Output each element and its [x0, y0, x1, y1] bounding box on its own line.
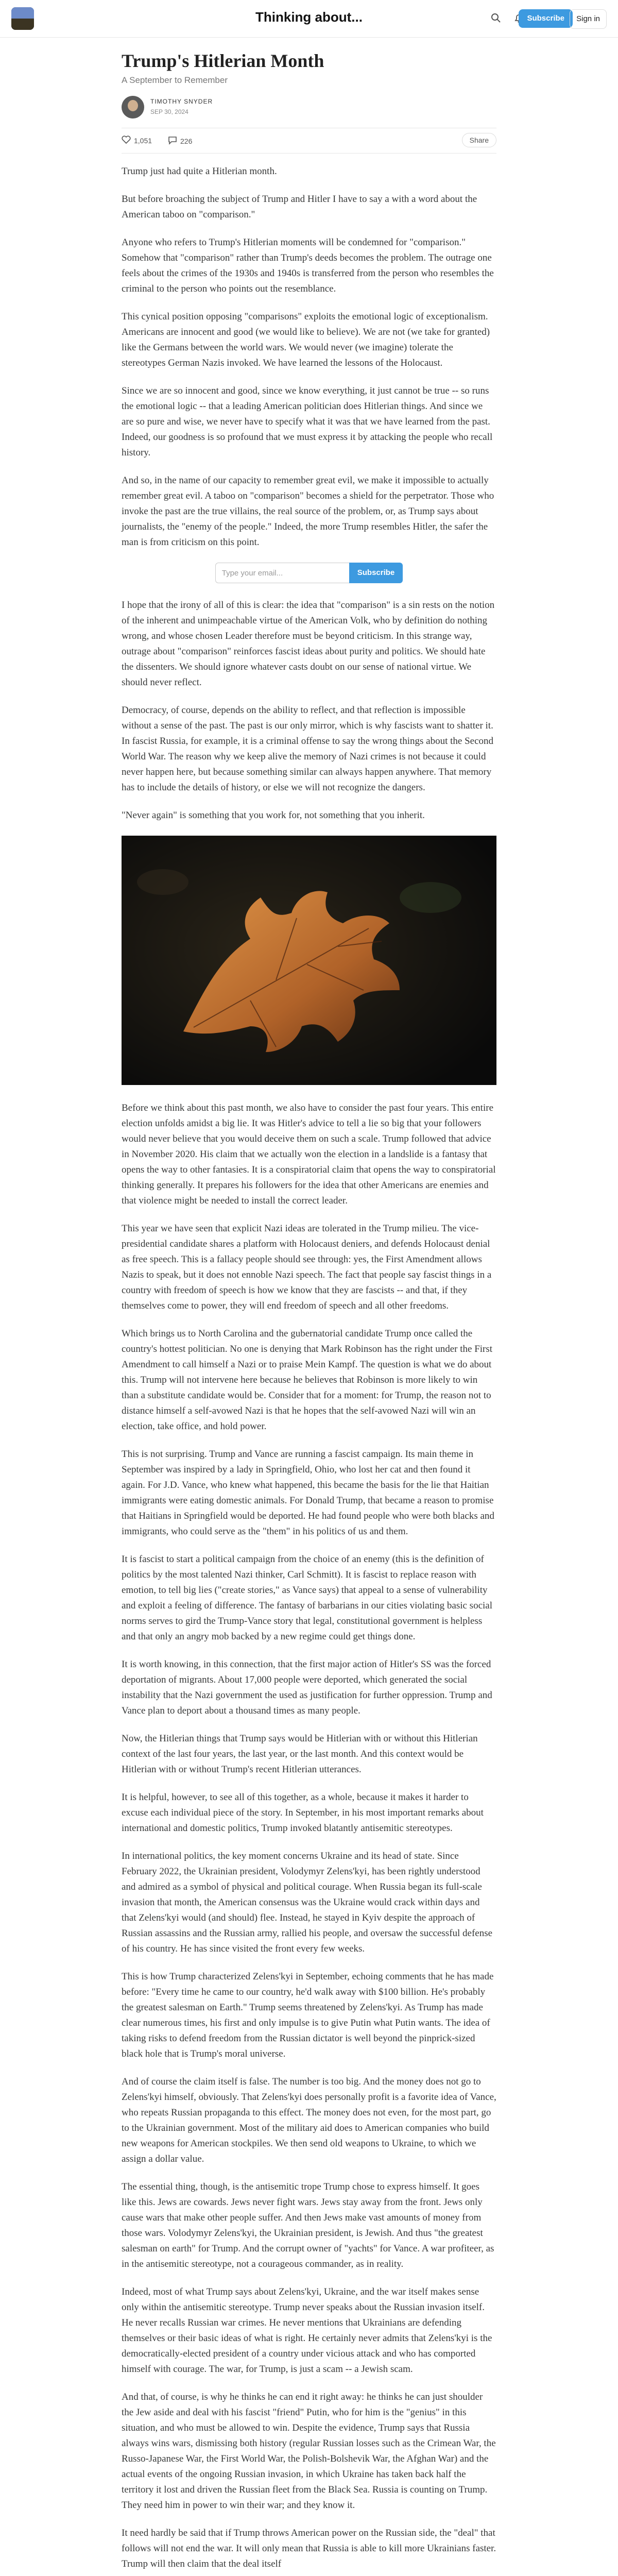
publication-title[interactable]: Thinking about... [255, 9, 363, 25]
paragraph: I hope that the irony of all of this is clear: the idea that "comparison" is a sin rests on the notion of the inherent and unimpeachable virtue of the American Volk, who by definition do nothing wrong, and whose chosen Leader therefore must be beyond criticism. In this strange way, outrage about "comparison" reinforces fascist ideas about purity and politics. We should hate the dissenters. We should ignore whatever casts doubt on our sense of national virtue. We should never reflect. [122, 600, 495, 688]
paragraph: Democracy, of course, depends on the ability to reflect, and that reflection is impossible without a sense of the past. The past is our only mirror, which is why fascists want to shatter it. In fascist Russia, for example, it is a criminal offense to say the wrong things about the Second World War. The reason why we keep alive the memory of Nazi crimes is not because it could never happen here, but because something similar can always happen anywhere. That memory has to include the details of history, or else we will not recognize the dangers. [122, 705, 494, 793]
post-subtitle: A September to Remember [122, 75, 228, 85]
like-count: 1,051 [134, 136, 152, 145]
header-subscribe-button[interactable]: Subscribe [519, 9, 573, 28]
paragraph: It is worth knowing, in this connection, that the first major action of Hitler's SS was the forced deportation of migrants. About 17,000 people were deported, which generated the social instability that the Nazi government the used as justification for further oppression. Trump and Vance plan to deport about a thousand times as many people. [122, 1659, 492, 1716]
paragraph: Which brings us to North Carolina and the gubernatorial candidate Trump once called the country's hottest politician. No one is denying that Mark Robinson has the right under the First Amendment to call himself a Nazi or to praise Mein Kampf. The question is what we do about this. Trump will not intervene here because he believes that Robinson is more likely to win than a substitute candidate would be. Consider that for a moment: for Trump, the reason not to distance himself a self-avowed Nazi is that he hopes that the self-avowed Nazi will win an election, take office, and hold power. [122, 1328, 493, 1432]
paragraph: And that, of course, is why he thinks he can end it right away: he thinks he can just shoulder the Jew aside and deal with his fascist "friend" Putin, who for him is the "genius" in this situation, and who must be allowed to win. Despite the evidence, Trump says that Russia always wins wars, dismissing both history (regular Russian losses such as the Crimean War, the Russo-Japanese War, the First World War, the Polish-Bolshevik War, the Afghan War) and the actual events of the ongoing Russian invasion, in which Ukraine has taken back half the territory it lost and driven the Russian fleet from the Black Sea. Russia is counting on Trump. They need him in power to win their war; and they know it. [122, 2392, 496, 2511]
paragraph: It is fascist to start a political campaign from the choice of an enemy (this is the definition of politics by the most talented Nazi thinker, Carl Schmitt). It is fascist to replace reason with emotion, to tell big lies ("create stories," as Vance says) that appeal to a sense of vulnerability and exploit a feeling of difference. The fantasy of barbarians in our cities violating basic social norms serves to gird the Trump-Vance story that legal, constitutional government is helpless and that only an angry mob backed by a new regime could get things done. [122, 1554, 492, 1642]
article [122, 49, 496, 2576]
paragraph-group-1 [122, 164, 496, 550]
paragraph: Trump just had quite a Hitlerian month. [122, 166, 277, 177]
paragraph: And so, in the name of our capacity to remember great evil, we make it impossible to actually remember great evil. A taboo on "comparison" becomes a shield for the perpetrator. Those who invoke the past are the true villains, the real source of the problem, or, as Trump says about journalists, the "enemy of the people." Indeed, the more Trump resembles Hitler, the safer the man is from criticism on this point. [122, 475, 494, 548]
email-input[interactable]: Type your email... [215, 563, 349, 583]
top-navigation-bar [0, 0, 618, 38]
share-button[interactable]: Share [462, 133, 496, 147]
post-body [122, 164, 496, 2572]
post-actions-bar [122, 128, 496, 154]
comment-count: 226 [180, 137, 193, 145]
subscribe-form [122, 563, 496, 583]
paragraph-group-2 [122, 598, 496, 823]
paragraph: Now, the Hitlerian things that Trump says would be Hitlerian with or without this Hitlerian context of the last four years, the last year, or the last month. And this context would be Hitlerian with or without Trump's recent Hitlerian utterances. [122, 1733, 478, 1775]
paragraph: Before we think about this past month, we also have to consider the past four years. This entire election unfolds amidst a big lie. It was Hitler's advice to tell a lie so big that your followers would never believe that you would deceive them on such a scale. Trump followed that advice in November 2020. His claim that we actually won the election in a landslide is a fantasy that opens the way to other fantasies. It is a conspiratorial claim that opens the way to conspiratorial thinking generally. It prepares his followers for the idea that other Americans are enemies and that violence might be needed to install the correct leader. [122, 1103, 496, 1206]
byline [122, 95, 496, 121]
paragraph: This year we have seen that explicit Nazi ideas are tolerated in the Trump milieu. The vice-presidential candidate shares a platform with Holocaust deniers, and defends Holocaust denial as free speech. This is a fallacy people should see through: yes, the First Amendment allows Nazis to speak, but it does not ennoble Nazi speech. The fact that people say fascist things in a country with freedom of speech is how we know that they are fascists -- and that, if they themselves come to power, they will end freedom of speech and all other freedoms. [122, 1223, 492, 1311]
paragraph: "Never again" is something that you work for, not something that you inherit. [122, 810, 425, 821]
paragraph: This cynical position opposing "comparisons" exploits the emotional logic of exceptionalism. Americans are innocent and good (we would like to believe). We are not (we take for granted) like the Germans between the world wars. We would never (we imagine) tolerate the stereotypes German Nazis invoked. We have learned the lessons of the Holocaust. [122, 311, 490, 368]
comment-icon [168, 135, 177, 146]
paragraph: It need hardly be said that if Trump throws American power on the Russian side, the "deal" that follows will not end the war. It will only mean that Russia is able to kill more Ukrainians faster. Trump will then claim that the deal itself [122, 2528, 496, 2569]
heart-icon [122, 135, 131, 145]
like-button[interactable] [122, 135, 152, 145]
comments-button[interactable] [168, 135, 192, 146]
paragraph: The essential thing, though, is the antisemitic trope Trump chose to express himself. It goes like this. Jews are cowards. Jews never fight wars. Jews stay away from the front. Jews only cause wars that make other people suffer. And then Jews make vast amounts of money from those wars. Volodymyr Zelens'kyi, the Ukrainian president, is Jewish. And thus "the greatest salesman on earth" for Trump. And the corrupt owner of "yachts" for Vance. A war profiteer, as in the antisemitic stereotype, not a courageous commander, as in reality. [122, 2181, 494, 2269]
author-name[interactable]: TIMOTHY SNYDER [150, 98, 213, 105]
paragraph: Indeed, most of what Trump says about Zelens'kyi, Ukraine, and the war itself makes sense only within the antisemitic stereotype. Trump never speaks about the Russian invasion itself. He never recalls Russian war crimes. He never mentions that Ukrainians are defending themselves or their basic ideas of what is right. He certainly never admits that Zelens'kyi is the democratically-elected president of a country under vicious attack and who has comported himself with courage. The war, for Trump, is just a scam -- a Jewish scam. [122, 2286, 492, 2375]
post-date: SEP 30, 2024 [150, 108, 188, 115]
subscribe-button[interactable]: Subscribe [349, 563, 403, 583]
paragraph: This is how Trump characterized Zelens'kyi in September, echoing comments that he has made before: "Every time he came to our country, he'd walk away with $100 billion. He's probably the greatest salesman on Earth." Trump seems threatened by Zelens'kyi. As Trump has made clear numerous times, his first and only impulse is to give Putin what Putin wants. The idea of taking risks to defend freedom from the Russian dictator is well beyond the pinprick-sized black hole that is Trump's moral universe. [122, 1971, 494, 2059]
paragraph: But before broaching the subject of Trump and Hitler I have to say a with a word about the American taboo on "comparison." [122, 194, 477, 220]
paragraph: And of course the claim itself is false. The number is too big. And the money does not go to Zelens'kyi himself, obviously. That Zelens'kyi does personally profit is a favorite idea of Vance, who repeats Russian propaganda to this effect. The money does not even, for the most part, go to the Ukrainian government. Most of the military aid does to American companies who build new weapons for American stockpiles. We then send old weapons to Ukraine, to which we assign a dollar value. [122, 2076, 496, 2164]
autumn-leaf-photo[interactable] [122, 836, 496, 1085]
paragraph: This is not surprising. Trump and Vance are running a fascist campaign. Its main theme in September was inspired by a lady in Springfield, Ohio, who lost her cat and then found it again. For J.D. Vance, who knew what happened, this became the basis for the lie that Haitian immigrants were eating domestic animals. For Donald Trump, that became a reason to promise that Haitians in Springfield would be deported. He had found people who were both blacks and immigrants, who could serve as the "them" in his politics of us and them. [122, 1449, 494, 1537]
paragraph: Since we are so innocent and good, since we know everything, it just cannot be true -- so runs the emotional logic -- that a leading American politician does Hitlerian things. And since we are so pure and wise, we never have to specify what it was that we have learned from the past. Indeed, our goodness is so profound that we must express it by attacking the people who recall history. [122, 385, 493, 458]
paragraph: It is helpful, however, to see all of this together, as a whole, because it makes it harder to excuse each individual piece of the story. In September, in his most important remarks about international and domestic politics, Trump invoked blatantly antisemitic stereotypes. [122, 1792, 484, 1834]
paragraph-group-3 [122, 1100, 496, 2572]
search-icon[interactable] [489, 11, 503, 25]
sign-in-button[interactable]: Sign in [570, 9, 607, 29]
author-avatar[interactable] [122, 96, 144, 118]
post-title: Trump's Hitlerian Month [122, 50, 324, 71]
paragraph: In international politics, the key moment concerns Ukraine and its head of state. Since February 2022, the Ukrainian president, Volodymyr Zelens'kyi, has been rightly understood and admired as a symbol of physical and political courage. When Russia began its full-scale invasion that month, the American consensus was the Ukraine would crack within days and that Zelens'kyi would (and should) flee. Instead, he stayed in Kyiv despite the approach of Russian assassins and the Russian army, rallied his people, and oversaw the successful defense of his country. He has since visited the front every few weeks. [122, 1851, 493, 1954]
paragraph: Anyone who refers to Trump's Hitlerian moments will be condemned for "comparison." Somehow that "comparison" rather than Trump's deeds becomes the problem. The outrage one feels about the crimes of the 1930s and 1940s is transferred from the person who resembles the criminal to the person who points out the resemblance. [122, 237, 494, 294]
